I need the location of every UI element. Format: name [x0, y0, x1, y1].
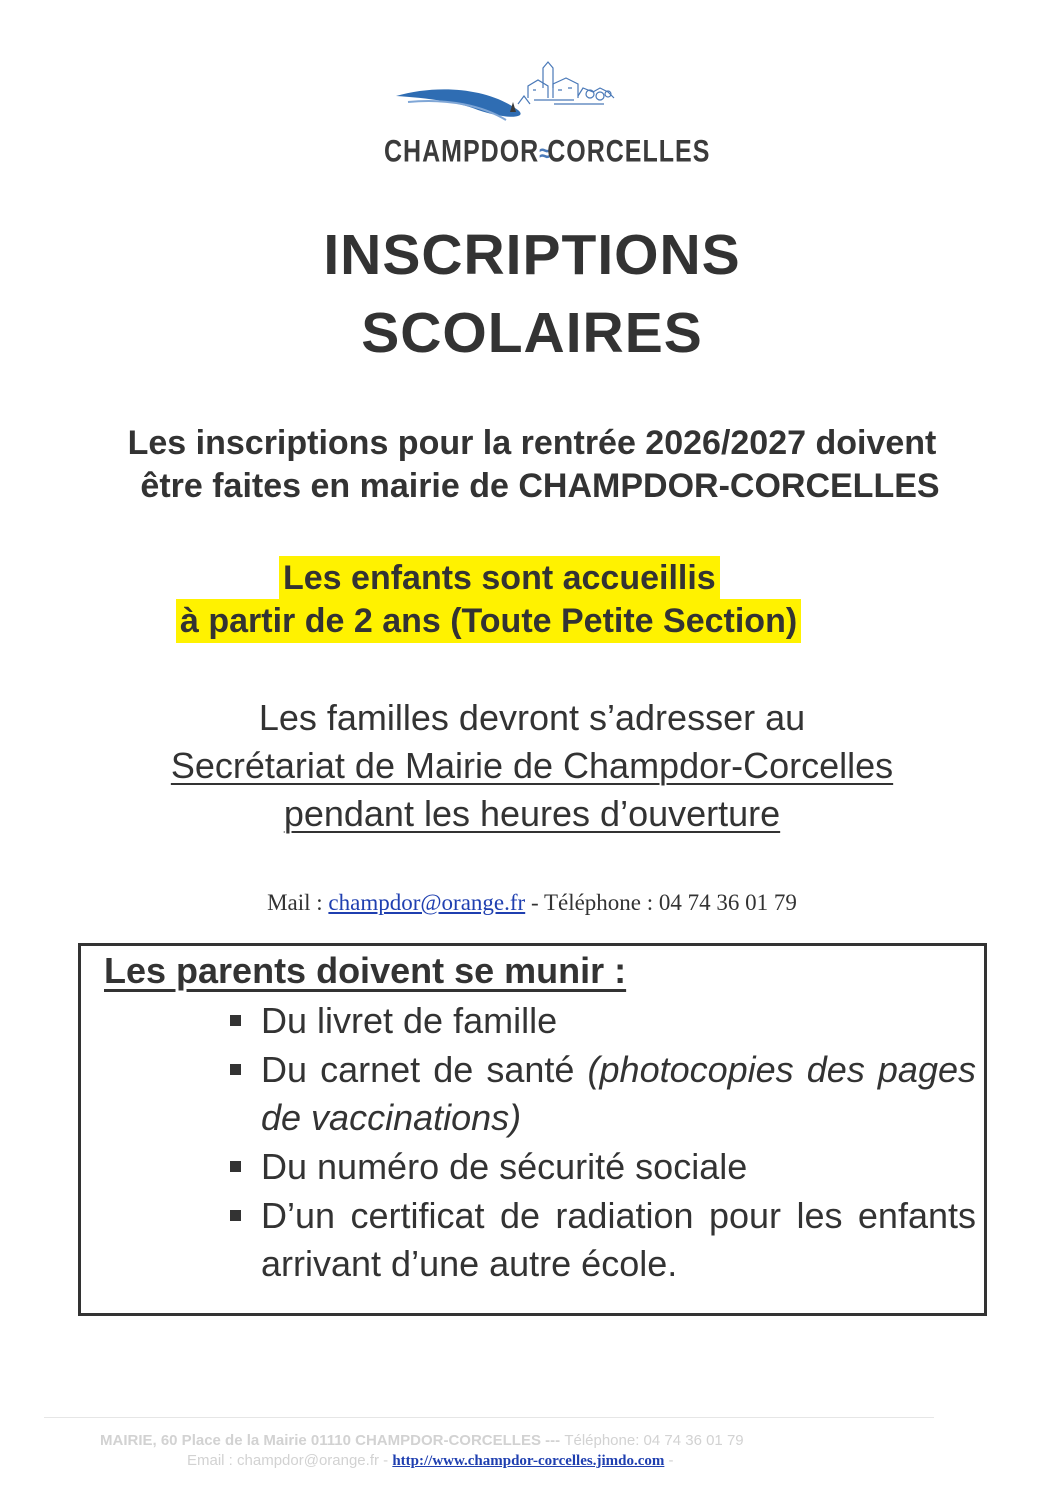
- footer-website-link[interactable]: http://www.champdor-corcelles.jimdo.com: [392, 1453, 665, 1469]
- contact-separator: -: [525, 890, 544, 915]
- highlight-line2: à partir de 2 ans (Toute Petite Section): [176, 599, 801, 643]
- contact-line: [0, 890, 1064, 916]
- list-item-text: Du numéro de sécurité sociale: [261, 1146, 748, 1187]
- page-title-line1: INSCRIPTIONS: [323, 223, 741, 287]
- logo-name-part1: CHAMPDOR: [384, 134, 540, 169]
- footer-trail: -: [664, 1452, 674, 1469]
- footer-address-line: [100, 1432, 980, 1449]
- logo-wordmark: [384, 134, 711, 170]
- mail-label: Mail :: [267, 890, 329, 915]
- list-item-text: Du livret de famille: [261, 1000, 558, 1041]
- bullet-icon: [230, 1161, 241, 1172]
- families-line2-text: Secrétariat de Mairie de Champdor-Corcelles: [170, 745, 894, 786]
- logo-name-part2: CORCELLES: [547, 134, 711, 169]
- footer-email: Email : champdor@orange.fr: [187, 1452, 379, 1469]
- list-item-note: (photocopies des pages de vaccinations): [261, 1049, 976, 1138]
- highlight-line1: Les enfants sont accueillis: [279, 556, 720, 600]
- bullet-icon: [230, 1210, 241, 1221]
- footer-contact-line: [187, 1452, 674, 1470]
- families-line3-text: pendant les heures d’ouverture: [283, 793, 781, 834]
- subtitle-line2: être faites en mairie de CHAMPDOR-CORCELLES: [140, 467, 940, 505]
- footer-address: MAIRIE, 60 Place de la Mairie 01110 CHAMPDOR-CORCELLES: [100, 1432, 541, 1449]
- page-title-line2: SCOLAIRES: [361, 301, 703, 365]
- list-item-main: Du carnet de santé: [261, 1049, 588, 1090]
- footer-divider: [44, 1417, 934, 1418]
- logo-wave: ≈: [539, 140, 548, 168]
- bullet-icon: [230, 1064, 241, 1075]
- families-line2: [0, 742, 1064, 790]
- phone-number: 04 74 36 01 79: [658, 890, 797, 915]
- subtitle-line1: Les inscriptions pour la rentrée 2026/2027 doivent: [127, 424, 937, 462]
- bullet-icon: [230, 1015, 241, 1026]
- list-item-text: [261, 1046, 976, 1142]
- requirements-title: Les parents doivent se munir :: [104, 950, 627, 991]
- families-line3: [0, 790, 1064, 838]
- footer-dash: ---: [540, 1432, 565, 1449]
- footer-sep: -: [378, 1452, 393, 1469]
- footer-phone: Téléphone: 04 74 36 01 79: [564, 1432, 744, 1449]
- list-item-text: D’un certificat de radiation pour les enfants arrivant d’une autre école.: [261, 1195, 976, 1284]
- phone-label: Téléphone :: [543, 890, 659, 915]
- families-line1: Les familles devront s’adresser au: [258, 697, 806, 738]
- mail-link[interactable]: champdor@orange.fr: [328, 890, 526, 915]
